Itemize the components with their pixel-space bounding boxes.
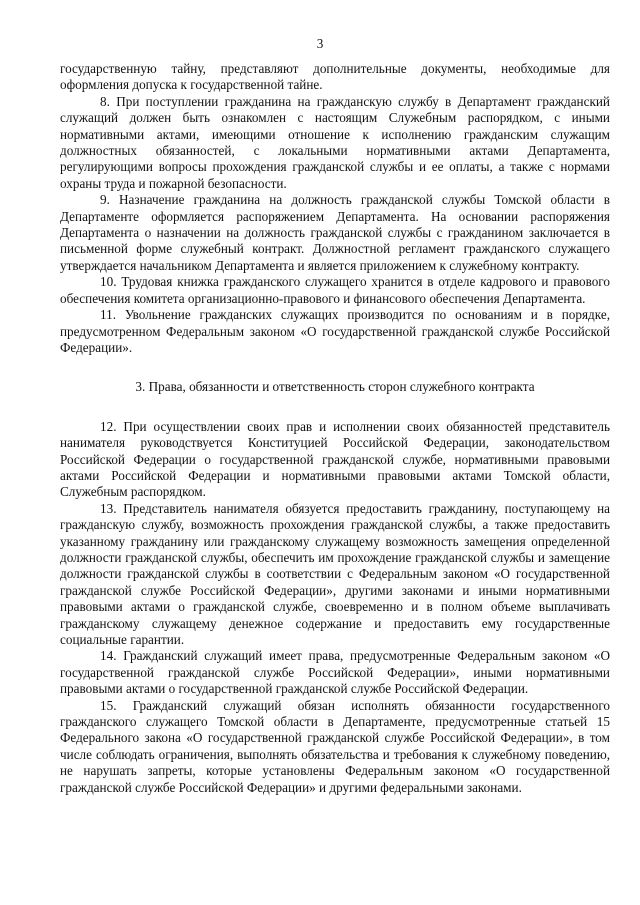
section-heading: 3. Права, обязанности и ответственность сторон служебного контракта xyxy=(135,379,535,395)
continuation-paragraph: государственную тайну, представляют дополнительные документы, необходимые для оформления допуска к государственной тайне. xyxy=(60,61,610,93)
paragraph-14: 14. Гражданский служащий имеет права, предусмотренные Федеральным законом «О государственной гражданской службе Российской Федерации», иными нормативными правовыми актами о государственной гражданской службе Российской Федерации. xyxy=(60,648,610,697)
paragraph-13: 13. Представитель нанимателя обязуется предоставить гражданину, поступающему на гражданскую службу, возможность прохождения гражданской службы, а также предоставить указанному гражданину или гражданскому служащему возможность замещения определенной должности гражданской службы, обеспечить им прохождение гражданской службы и замещение должности гражданской службы в соответствии с Федеральным законом «О государственной гражданской службе Российской Федерации», другими законами и иными нормативными правовыми актами о гражданской службе, своевременно и в полном объеме выплачивать гражданскому служащему денежное содержание и предоставить ему государственные социальные гарантии. xyxy=(60,500,610,647)
paragraph-8: 8. При поступлении гражданина на гражданскую службу в Департамент гражданский служащий должен быть ознакомлен с настоящим Служебным распорядком, с иными нормативными актами, имеющими отношение к исполнению гражданским служащим должностных обязанностей, с локальными нормативными актами Департамента, регулирующими вопросы прохождения гражданской службы и ее оплаты, а также с нормами охраны труда и пожарной безопасности. xyxy=(60,93,610,191)
paragraph-11: 11. Увольнение гражданских служащих производится по основаниям и в порядке, предусмотренном Федеральным законом «О государственной гражданской службе Российской Федерации». xyxy=(60,307,610,355)
paragraph-10: 10. Трудовая книжка гражданского служащего хранится в отделе кадрового и правового обеспечения комитета организационно-правового и финансового обеспечения Департамента. xyxy=(60,274,610,306)
page-number: 3 xyxy=(316,36,324,51)
paragraph-15: 15. Гражданский служащий обязан исполнять обязанности государственного гражданского служащего Томской области в Департаменте, предусмотренные статьей 15 Федерального закона «О государственной гражданской службе Российской Федерации», в том числе соблюдать ограничения, выполнять обязательства и требования к служебному поведению, не нарушать запреты, которые установлены Федеральным законом «О государственной гражданской службе Российской Федерации» и другими федеральными законами. xyxy=(60,697,610,795)
document-body xyxy=(60,61,610,796)
paragraph-12: 12. При осуществлении своих прав и исполнении своих обязанностей представитель нанимателя руководствуется Конституцией Российской Федерации, законодательством Российской Федерации о государственной гражданской службе, нормативными правовыми актами Российской Федерации и нормативными правовыми актами Томской области, Служебным распорядком. xyxy=(60,418,610,500)
paragraph-9: 9. Назначение гражданина на должность гражданской службы Томской области в Департаменте оформляется распоряжением Департамента. На основании распоряжения Департамента о назначении на должность гражданской службы с гражданином заключается в письменной форме служебный контракт. Должностной регламент гражданского служащего утверждается начальником Департамента и является приложением к служебному контракту. xyxy=(60,192,610,273)
